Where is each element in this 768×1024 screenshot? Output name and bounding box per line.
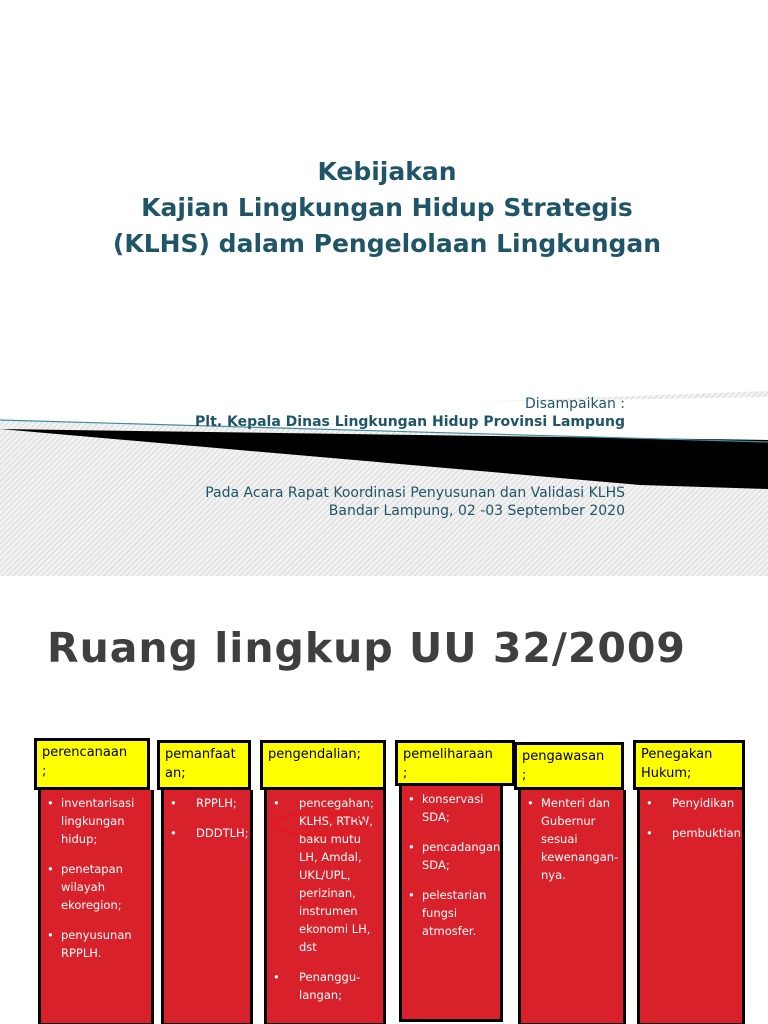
bullet-icon: • [527, 796, 534, 810]
column-header: Penegakan Hukum; [633, 740, 745, 790]
bullet-icon: • [170, 826, 177, 840]
presenter-intro: Disampaikan : [524, 396, 625, 412]
bullet-icon: • [408, 792, 415, 806]
list-item: • pelestarian fungsi atmosfer. [408, 888, 487, 938]
title-line-3: (KLHS) dalam Pengelolaan Lingkungan [112, 229, 662, 258]
list-item: • Menteri dan Gubernur sesuai kewenangan-nya. [527, 796, 619, 882]
column-header: perencanaan ; [34, 738, 150, 790]
list-item: • Penanggu-langan; [273, 970, 361, 1002]
list-item: • konservasi SDA; [408, 792, 484, 824]
bullet-icon: • [273, 796, 280, 810]
list-item: • pembuktian [646, 826, 741, 840]
content-slide [0, 576, 768, 1024]
title-line-2: Kajian Lingkungan Hidup Strategis [141, 193, 633, 222]
event-line-1: Pada Acara Rapat Koordinasi Penyusunan dan Validasi KLHS [205, 485, 625, 501]
column-body [161, 790, 253, 1024]
list-item: • penetapan wilayah ekoregion; [47, 862, 123, 912]
column-header: pemeliharaan ; [395, 740, 515, 786]
slide-title [40, 154, 734, 262]
bullet-icon: • [646, 826, 653, 840]
column-header: pengendalian; [260, 740, 386, 790]
klhs-highlight-ellipse [274, 812, 366, 836]
list-item: • pencegahan; KLHS, RTRW, baku mutu LH, Amdal, UKL/UPL, perizinan, instrumen ekonomi LH, dst [273, 796, 374, 954]
bullet-icon: • [170, 796, 177, 810]
column-header: pengawasan ; [514, 742, 624, 790]
list-item: • pencadangan SDA; [408, 840, 501, 872]
bullet-icon: • [646, 796, 653, 810]
bullet-icon: • [47, 928, 54, 942]
column-body [637, 790, 745, 1024]
event-block [205, 484, 625, 520]
event-line-2: Bandar Lampung, 02 -03 September 2020 [328, 503, 625, 519]
list-item: • DDDTLH; [170, 826, 249, 840]
column-body [38, 790, 154, 1024]
presenter-name: Plt. Kepala Dinas Lingkungan Hidup Provinsi Lampung [195, 414, 625, 430]
list-item: • RPPLH; [170, 796, 237, 810]
slide2-title: Ruang lingkup UU 32/2009 [47, 624, 686, 672]
bullet-icon: • [47, 862, 54, 876]
column-body [518, 790, 626, 1024]
list-item: • inventarisasi lingkungan hidup; [47, 796, 135, 846]
list-item: • penyusunan RPPLH. [47, 928, 132, 960]
title-line-1: Kebijakan [317, 157, 457, 186]
column-body [399, 786, 503, 1022]
bullet-icon: • [273, 970, 280, 984]
column-header: pemanfaat an; [157, 740, 251, 790]
bullet-icon: • [408, 840, 415, 854]
list-item: • Penyidikan [646, 796, 735, 810]
bullet-icon: • [408, 888, 415, 902]
bullet-icon: • [47, 796, 54, 810]
presenter-block [195, 395, 625, 431]
